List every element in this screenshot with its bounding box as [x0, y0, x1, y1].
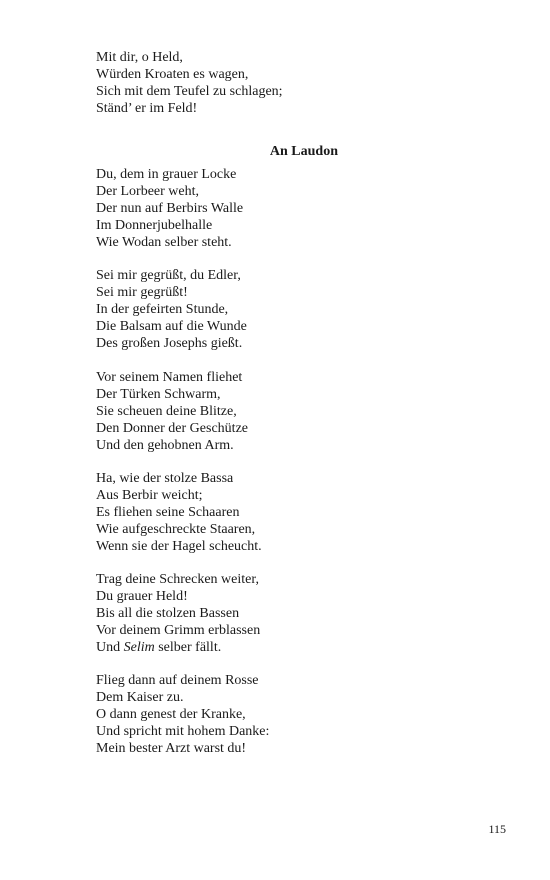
verse-line: Würden Kroaten es wagen, — [96, 66, 249, 82]
verse-line: Trag deine Schrecken weiter, — [96, 572, 259, 587]
verse-line: Dem Kaiser zu. — [96, 689, 184, 705]
verse-word: selber fällt. — [158, 639, 222, 655]
stanza-continuation — [96, 50, 496, 118]
verse-line: Bis all die stolzen Bassen — [96, 605, 240, 621]
verse-line: Es fliehen seine Schaaren — [96, 504, 240, 520]
verse-line: Wie Wodan selber steht. — [96, 234, 232, 250]
stanza-5 — [96, 572, 496, 657]
verse-line: Wenn sie der Hagel scheucht. — [96, 538, 262, 554]
verse-line: Des großen Josephs gießt. — [96, 335, 243, 351]
verse-line: Den Donner der Geschütze — [96, 420, 248, 436]
stanza-2 — [96, 268, 496, 353]
verse-line: Mit dir, o Held, — [96, 50, 183, 65]
poem-title: An Laudon — [269, 144, 338, 159]
verse-line: Der Lorbeer weht, — [96, 183, 200, 199]
emphasized-name: Selim — [123, 639, 155, 655]
verse-line: Wie aufgeschreckte Staaren, — [96, 521, 256, 537]
verse-line: O dann genest der Kranke, — [96, 706, 246, 722]
stanza-4 — [96, 471, 496, 556]
verse-line-selim — [96, 640, 496, 657]
verse-line: Vor deinem Grimm erblassen — [96, 622, 261, 638]
verse-line: Sich mit dem Teufel zu schlagen; — [96, 83, 283, 99]
verse-line: In der gefeirten Stunde, — [96, 301, 229, 317]
stanza-3 — [96, 370, 496, 455]
verse-line: Du, dem in grauer Locke — [96, 167, 237, 182]
verse-line: Mein bester Arzt warst du! — [96, 740, 247, 756]
verse-line: Der nun auf Berbirs Walle — [96, 200, 244, 216]
verse-line: Aus Berbir weicht; — [96, 487, 203, 503]
verse-line: Die Balsam auf die Wunde — [96, 318, 247, 334]
verse-line: Und den gehobnen Arm. — [96, 437, 234, 453]
verse-line: Sie scheuen deine Blitze, — [96, 403, 237, 419]
verse-line: Und spricht mit hohem Danke: — [96, 723, 270, 739]
verse-line: Flieg dann auf deinem Rosse — [96, 673, 259, 688]
verse-word: Und — [96, 639, 121, 655]
verse-line: Sei mir gegrüßt, du Edler, — [96, 268, 241, 283]
verse-line: Ha, wie der stolze Bassa — [96, 471, 234, 486]
page-number: 115 — [488, 822, 506, 836]
verse-line: Sei mir gegrüßt! — [96, 284, 188, 300]
verse-line: Du grauer Held! — [96, 588, 188, 604]
verse-line: Ständ’ er im Feld! — [96, 100, 198, 116]
verse-line: Der Türken Schwarm, — [96, 386, 221, 402]
verse-line: Vor seinem Namen fliehet — [96, 370, 243, 385]
stanza-1 — [96, 167, 496, 252]
verse-line: Im Donnerjubelhalle — [96, 217, 213, 233]
stanza-6 — [96, 673, 496, 758]
